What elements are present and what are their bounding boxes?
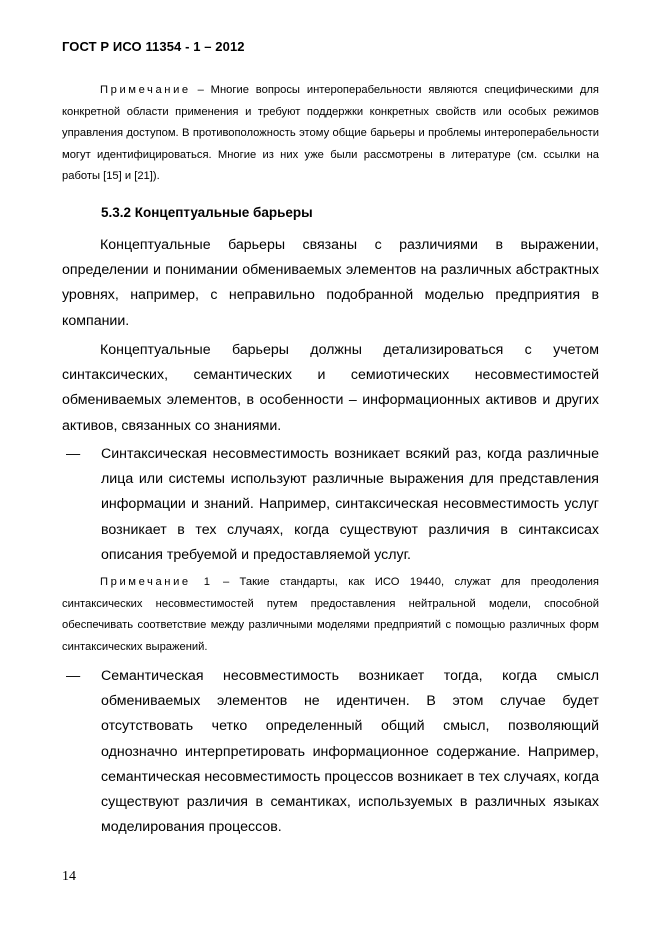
section-title: 5.3.2 Концептуальные барьеры	[101, 205, 313, 220]
paragraph-text: Концептуальные барьеры должны детализироваться с учетом синтаксических, семантических и семиотических несовместимостей обмениваемых элементов, в особенности – информационных активов и других активов, связанных со знаниями.	[62, 342, 599, 434]
list-item-text: Семантическая несовместимость возникает тогда, когда смысл обмениваемых элементов не идентичен. В этом случае будет отсутствовать четко определенный общий смысл, позволяющий однозначно интерпретировать информационное содержание. Например, семантическая несовместимость процессов возникает в тех случаях, когда существуют различия в семантиках, используемых в различных языках моделирования процессов.	[101, 668, 599, 836]
list-item-text: Синтаксическая несовместимость возникает всякий раз, когда различные лица или системы используют различные выражения для представления информации и знаний. Например, синтаксическая несовместимость услуг возникает в тех случаях, когда существуют различия в синтаксисах описания требуемой и предоставляемой услуг.	[101, 446, 599, 563]
note-text: – Многие вопросы интероперабельности являются специфическими для конкретной области применения и требуют поддержки конкретных свойств или особых режимов управления доступом. В противоположность этому общие барьеры и проблемы интероперабельности могут идентифицироваться. Многие из них уже были рассмотрены в литературе (см. ссылки на работы [15] и [21]).	[62, 84, 599, 182]
list-item	[62, 664, 599, 840]
page-number: 14	[62, 869, 76, 884]
note-text: – Такие стандарты, как ИСО 19440, служат для преодоления синтаксических несовместимостей путем предоставления нейтральной модели, способной обеспечивать соответствие между различными моделями предприятий с помощью различных форм синтаксических выражений.	[62, 576, 599, 653]
note-label: Примечание	[100, 84, 191, 96]
note-top	[62, 80, 599, 188]
note-label: Примечание 1	[100, 576, 213, 588]
paragraph-text: Концептуальные барьеры связаны с различиями в выражении, определении и понимании обмениваемых элементов на различных абстрактных уровнях, например, с неправильно подобранной моделью предприятия в компании.	[62, 237, 599, 329]
note-1	[62, 572, 599, 658]
document-header: ГОСТ Р ИСО 11354 - 1 – 2012	[62, 39, 245, 54]
list-dash: —	[66, 446, 81, 462]
paragraph	[62, 338, 599, 439]
list-item	[62, 442, 599, 568]
paragraph	[62, 233, 599, 334]
list-dash: —	[66, 668, 81, 684]
